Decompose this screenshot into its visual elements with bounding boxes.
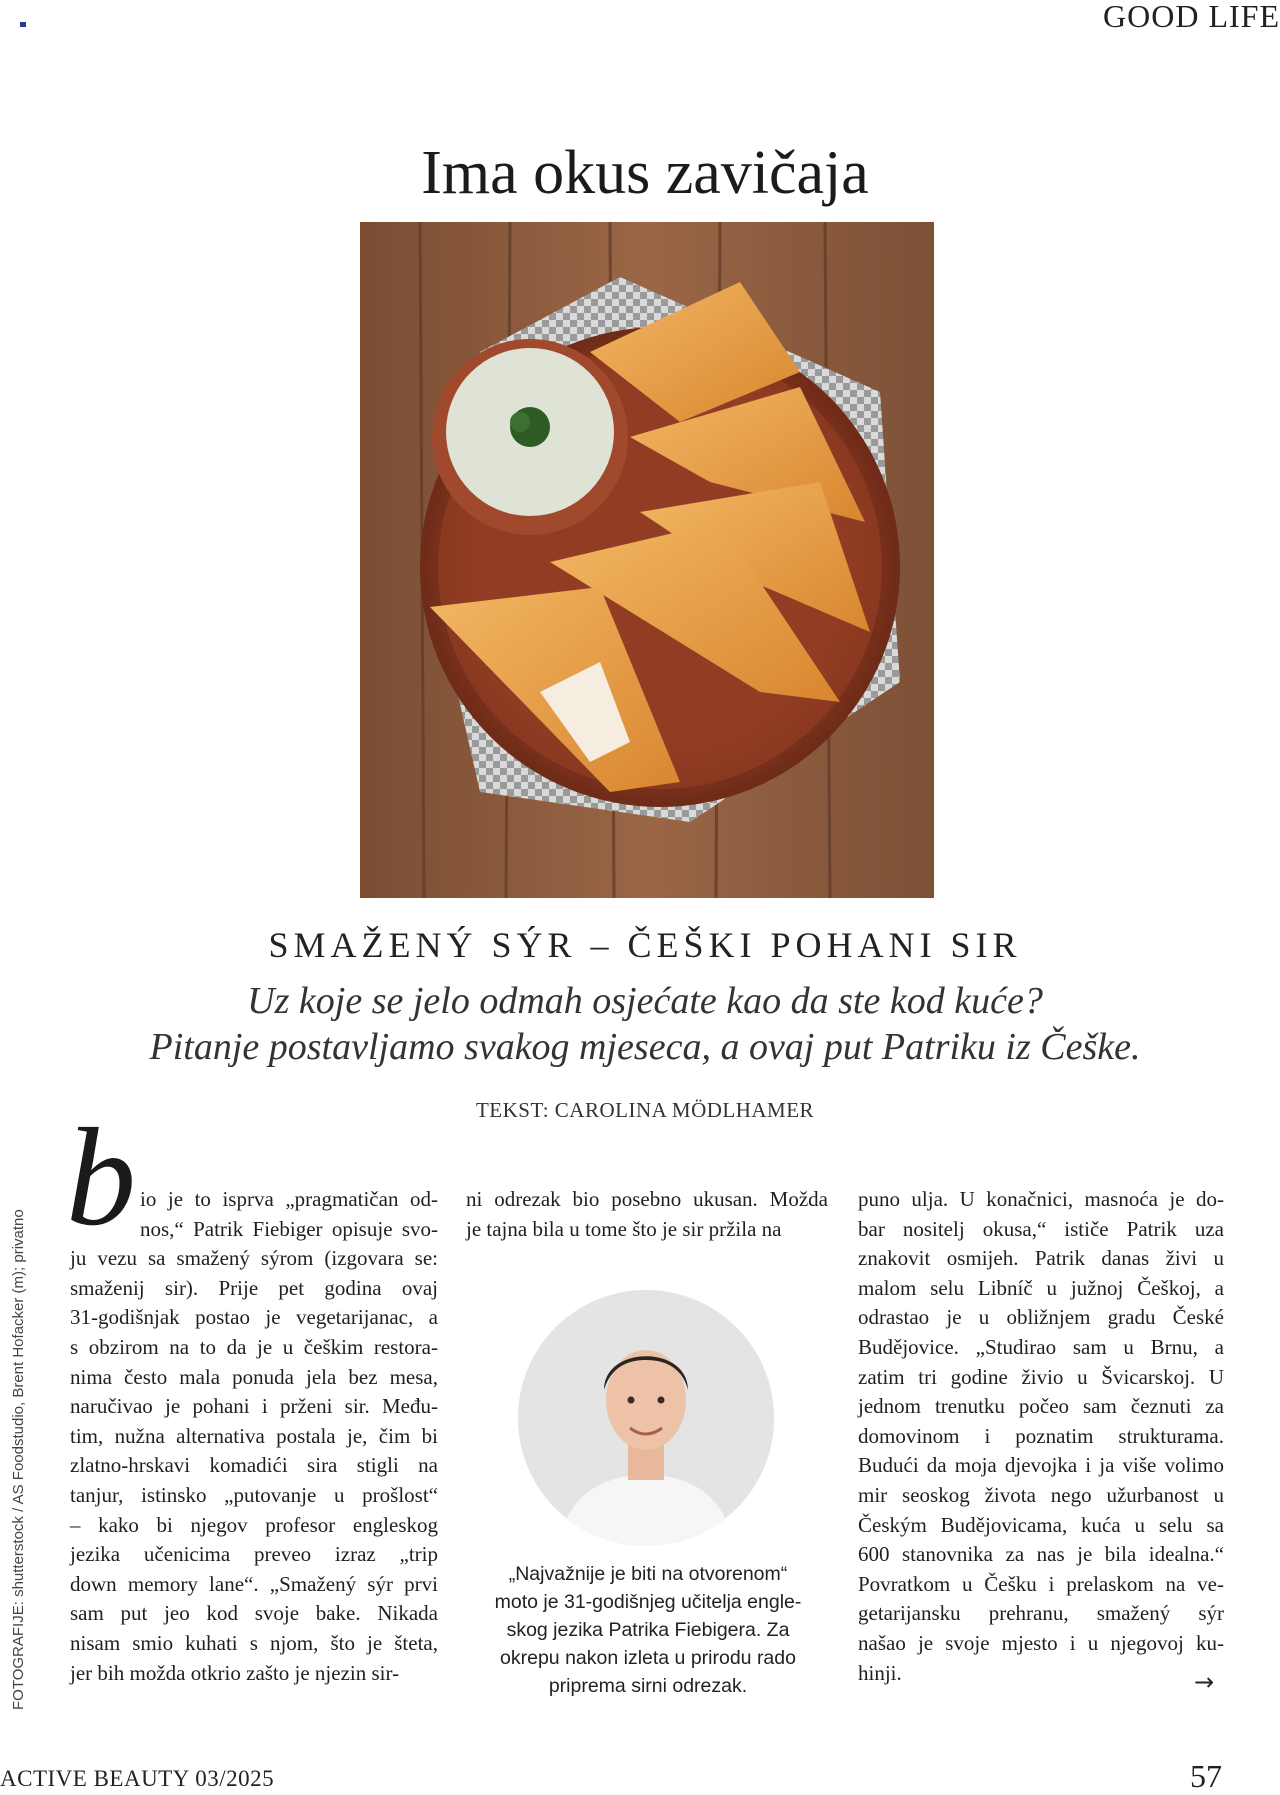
body-column-3 xyxy=(858,1185,1224,1688)
body-column-2 xyxy=(466,1185,828,1244)
body-line: bar nositelj okusa,“ ističe Patrik uza xyxy=(858,1216,1224,1241)
body-line: nima često mala ponuda jela bez mesa, xyxy=(70,1364,438,1389)
body-line: malom selu Libníč u južnoj Češkoj, a xyxy=(858,1275,1224,1300)
caption-line: skog jezika Patrika Fiebigera. Za xyxy=(506,1619,790,1641)
body-line: zlatno-hrskavi komadići sira stigli na xyxy=(70,1453,438,1478)
body-line: Českým Budějovicama, kuća u selu sa xyxy=(858,1512,1224,1537)
article-title: Ima okus zavičaja xyxy=(421,139,869,207)
body-line: nisam smio kuhati s njom, što je šteta, xyxy=(70,1630,438,1655)
standfirst-line: Pitanje postavljamo svakog mjeseca, a ovaj put Patriku iz Češke. xyxy=(149,1026,1141,1068)
section-tag: GOOD LIFE xyxy=(1103,0,1280,34)
body-line: tanjur, istinsko „putovanje u prošlost“ xyxy=(70,1482,438,1507)
drop-cap: b xyxy=(66,1100,136,1255)
magazine-issue: ACTIVE BEAUTY 03/2025 xyxy=(0,1766,275,1791)
body-line: odrastao je u obližnjem gradu České xyxy=(858,1305,1224,1330)
body-line: Budući da moja djevojka i ja više volimo xyxy=(858,1453,1224,1478)
body-line: s obzirom na to da je u češkim restora- xyxy=(70,1334,438,1359)
kicker: SMAŽENÝ SÝR – ČEŠKI POHANI SIR xyxy=(268,925,1022,965)
body-line: mir seoskog života nego užurbanost u xyxy=(858,1482,1224,1507)
body-line: znakovit osmijeh. Patrik danas živi u xyxy=(858,1246,1224,1271)
portrait-illustration xyxy=(518,1290,774,1546)
body-line: sam put jeo kod svoje bake. Nikada xyxy=(70,1601,438,1626)
hero-photo-fried-cheese xyxy=(360,222,934,898)
body-line: je tajna bila u tome što je sir pržila na xyxy=(466,1216,782,1241)
body-line: domovinom i poznatim strukturama. xyxy=(858,1423,1224,1448)
continue-arrow-icon: → xyxy=(1194,1668,1215,1696)
body-line: Budějovice. „Studirao sam u Brnu, a xyxy=(858,1334,1224,1359)
body-line: 31-godišnjak postao je vegetarijanac, a xyxy=(70,1305,438,1330)
body-line: naručivao je pohani i prženi sir. Među- xyxy=(70,1394,438,1419)
body-line: jednom trenutku počeo sam čeznuti za xyxy=(858,1394,1224,1419)
body-line: zatim tri godine živio u Švicarskoj. U xyxy=(858,1364,1224,1389)
caption-line: priprema sirni odrezak. xyxy=(548,1675,748,1697)
body-line: – kako bi njegov profesor engleskog xyxy=(70,1512,438,1537)
body-line: tim, nužna alternativa postala je, čim bi xyxy=(70,1423,438,1448)
photo-credit: FOTOGRAFIJE: shutterstock / AS Foodstudio, Brent Hofacker (m); privatno xyxy=(10,1209,27,1710)
body-line: getarijansku prehranu, smažený sýr xyxy=(858,1601,1224,1626)
caption-line: moto je 31-godišnjeg učitelja engle- xyxy=(494,1591,802,1613)
body-line: puno ulja. U konačnici, masnoća je do- xyxy=(858,1187,1224,1211)
body-line: smaženij sir). Prije pet godina ovaj xyxy=(70,1275,438,1300)
body-line: down memory lane“. „Smažený sýr prvi xyxy=(70,1571,438,1596)
standfirst xyxy=(0,978,1280,1070)
portrait-caption xyxy=(470,1560,826,1700)
body-line: Povratkom u Češku i prelaskom na ve- xyxy=(858,1571,1224,1596)
caption-line: okrepu nakon izleta u prirodu rado xyxy=(500,1647,796,1669)
fried-cheese-illustration xyxy=(360,222,934,898)
portrait-photo xyxy=(518,1290,774,1546)
body-line: našao je svoje mjesto i u njegovoj ku- xyxy=(858,1630,1224,1655)
standfirst-line: Uz koje se jelo odmah osjećate kao da ste kod kuće? xyxy=(247,980,1043,1022)
page-number: 57 xyxy=(1190,1758,1222,1794)
body-line: jezika učenicima preveo izraz „trip xyxy=(70,1542,438,1567)
body-line: hinji. xyxy=(858,1660,902,1685)
body-line: ju vezu sa smažený sýrom (izgovara se: xyxy=(70,1246,438,1271)
byline: TEKST: CAROLINA MÖDLHAMER xyxy=(475,1098,815,1122)
body-column-1 xyxy=(70,1185,438,1688)
body-line: nos,“ Patrik Fiebiger opisuje svo- xyxy=(140,1216,438,1241)
corner-mark xyxy=(20,22,26,27)
body-line: jer bih možda otkrio zašto je njezin sir- xyxy=(70,1660,400,1685)
caption-line: „Najvažnije je biti na otvorenom“ xyxy=(508,1563,788,1585)
body-line: 600 stanovnika za nas je bila idealna.“ xyxy=(858,1542,1224,1567)
body-line: ni odrezak bio posebno ukusan. Možda xyxy=(466,1187,828,1211)
body-line: io je to isprva „pragmatičan od- xyxy=(140,1187,438,1211)
